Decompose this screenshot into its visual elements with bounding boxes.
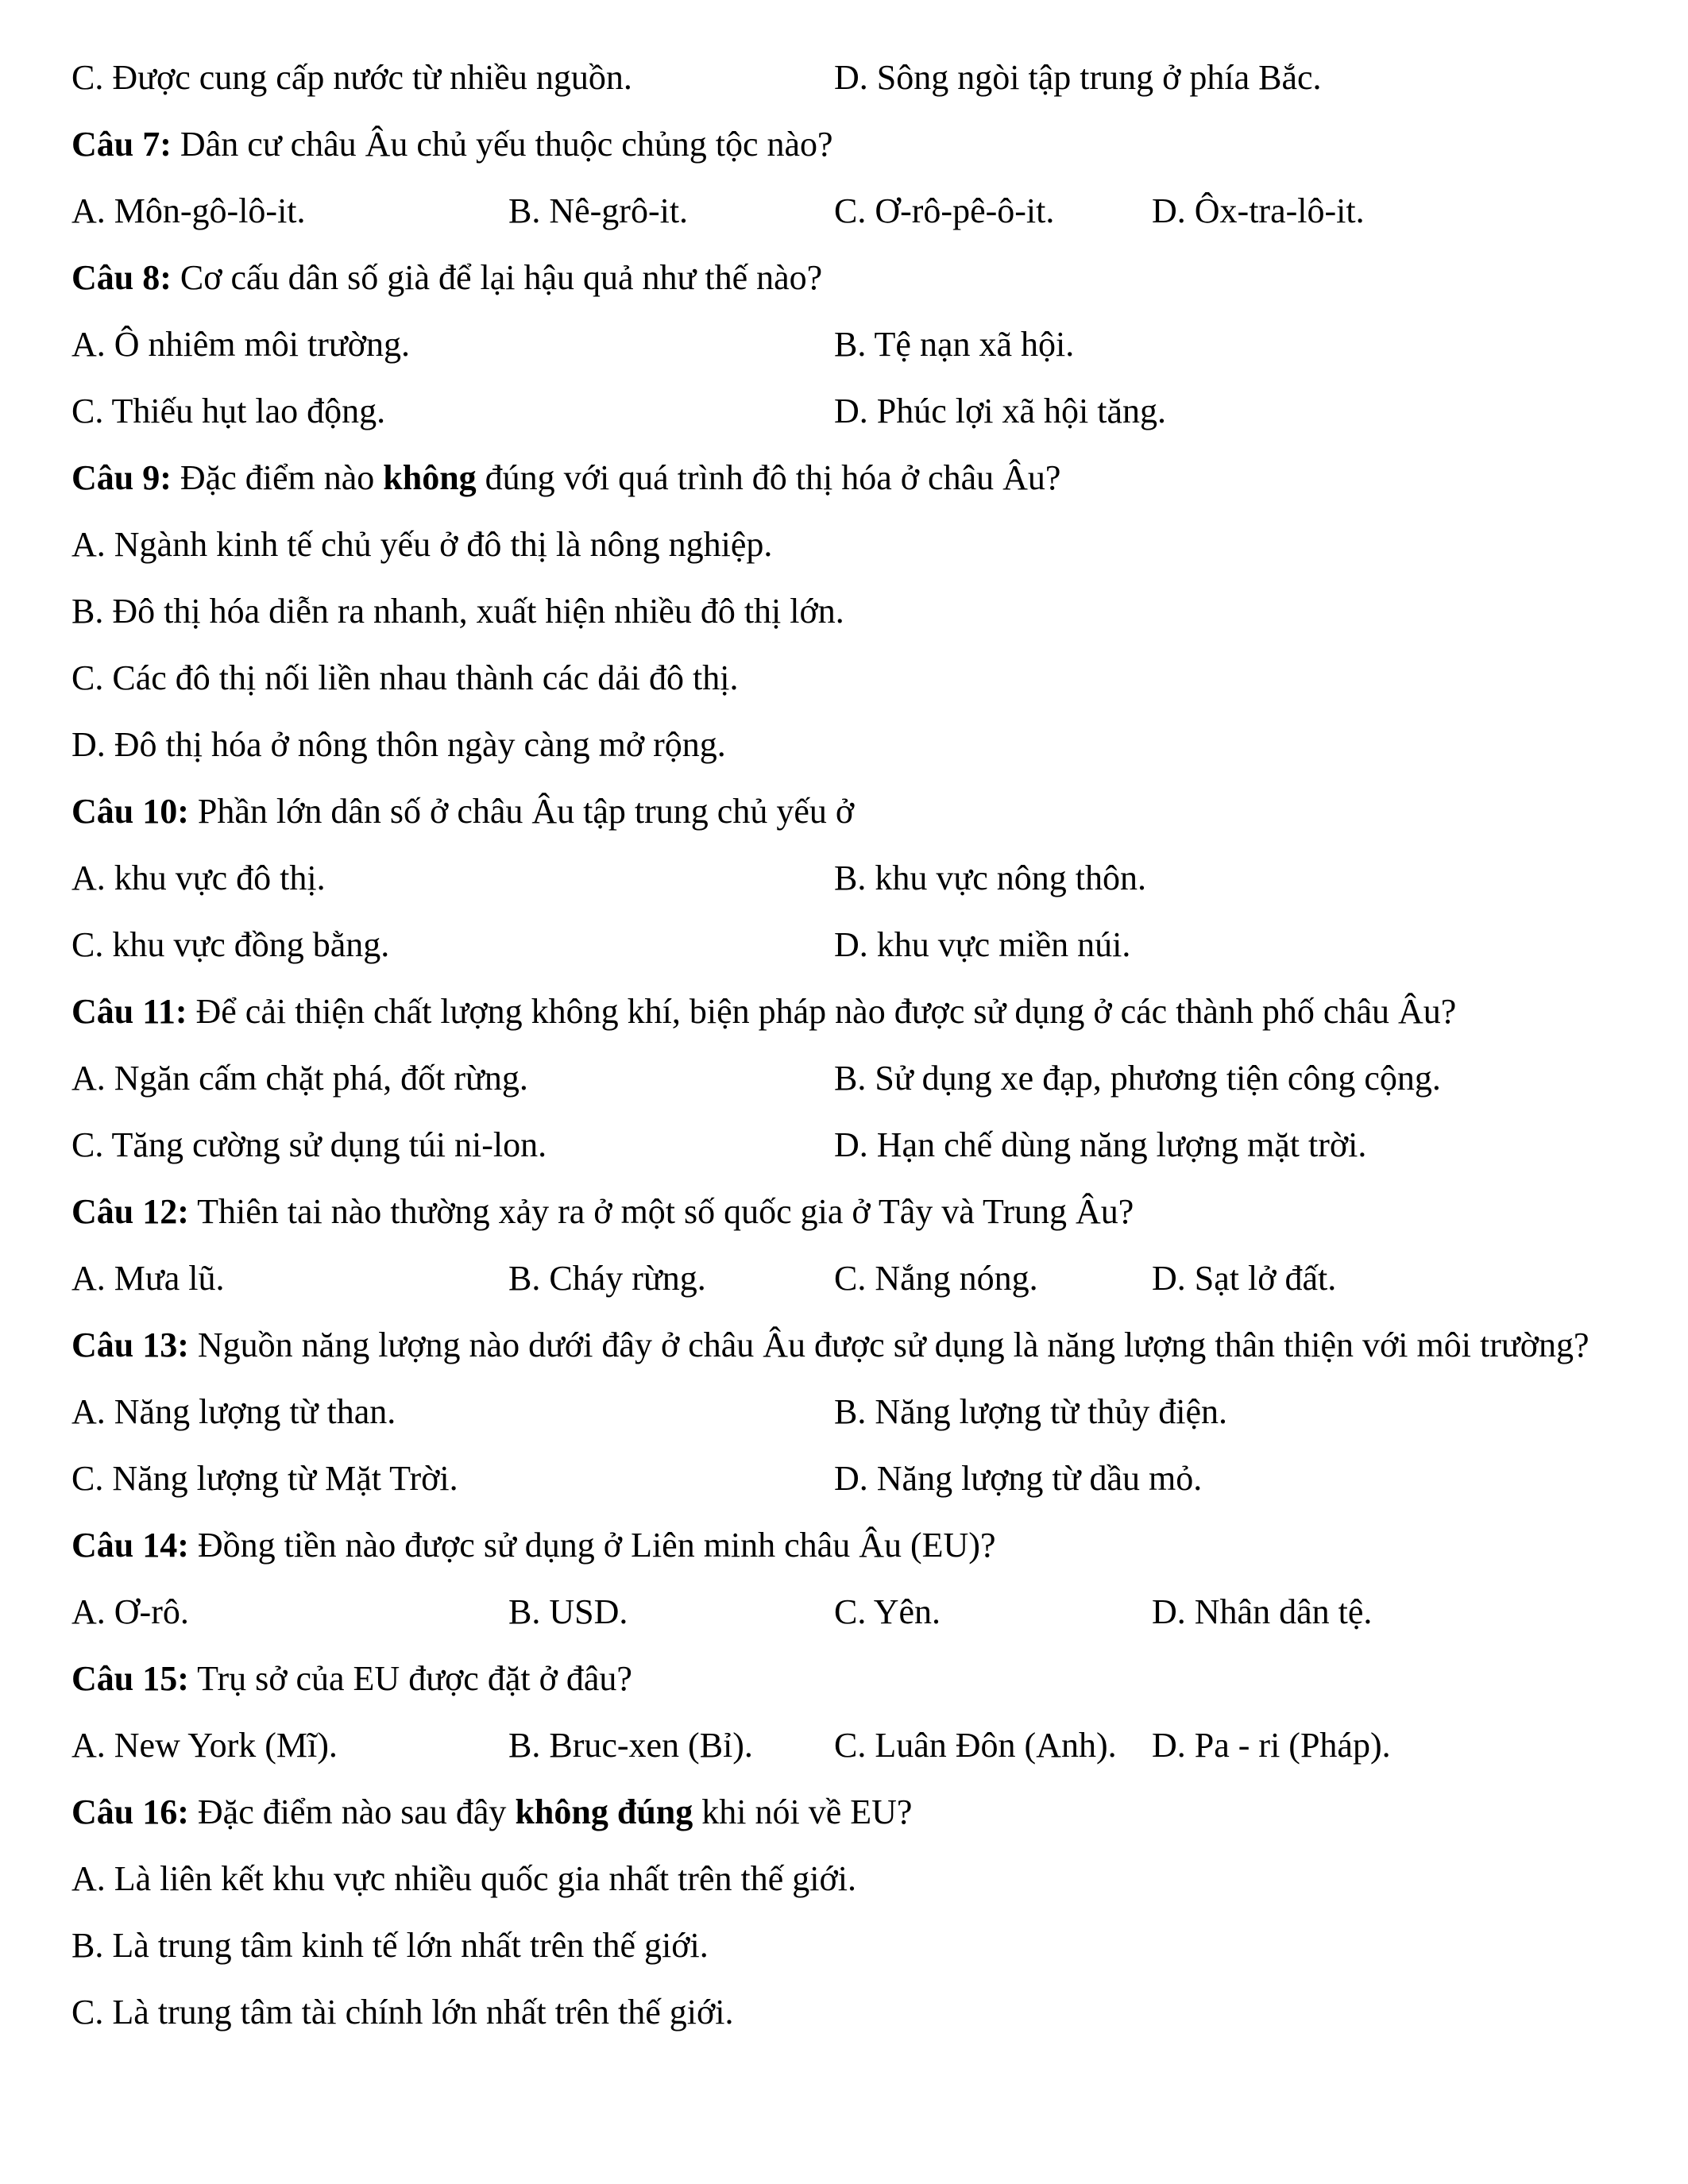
question-10-options-cd <box>71 912 1620 978</box>
option-item: C. Nắng nóng. <box>834 1259 1038 1298</box>
option-item: A. Ô nhiêm môi trường. <box>71 325 410 364</box>
question-body: Đồng tiền nào được sử dụng ở Liên minh châu Âu (EU)? <box>188 1526 996 1565</box>
question-body: đúng với quá trình đô thị hóa ở châu Âu? <box>476 458 1061 497</box>
option-item: A. Năng lượng từ than. <box>71 1392 396 1431</box>
question-label: Câu 9: <box>71 458 172 497</box>
option-item: C. Tăng cường sử dụng túi ni-lon. <box>71 1125 547 1164</box>
question-label: Câu 10: <box>71 792 189 831</box>
question-14 <box>71 1512 1620 1579</box>
option-item: A. Ngăn cấm chặt phá, đốt rừng. <box>71 1059 528 1098</box>
question-8 <box>71 245 1620 311</box>
question-body: Phần lớn dân số ở châu Âu tập trung chủ yếu ở <box>188 792 855 831</box>
question-label: Câu 14: <box>71 1526 189 1565</box>
question-13 <box>71 1312 1620 1379</box>
question-label: Câu 7: <box>71 125 172 164</box>
question-8-options-ab <box>71 311 1620 378</box>
option-item: D. Đô thị hóa ở nông thôn ngày càng mở rộng. <box>71 725 726 764</box>
question-16-options <box>71 1846 1620 2046</box>
question-body: Dân cư châu Âu chủ yếu thuộc chủng tộc nào? <box>171 125 833 164</box>
question-body: Thiên tai nào thường xảy ra ở một số quốc gia ở Tây và Trung Âu? <box>188 1192 1134 1231</box>
question-10 <box>71 778 1620 845</box>
option-item: C. Ơ-rô-pê-ô-it. <box>834 191 1055 230</box>
option-item: D. Sạt lở đất. <box>1152 1259 1337 1298</box>
question-15-options <box>71 1712 1620 1779</box>
question-body: Đặc điểm nào sau đây <box>188 1792 516 1831</box>
option-item: B. khu vực nông thôn. <box>834 859 1146 897</box>
option-item: D. Pa - ri (Pháp). <box>1152 1726 1391 1765</box>
option-item: A. Môn-gô-lô-it. <box>71 191 306 230</box>
option-item: D. Năng lượng từ dầu mỏ. <box>834 1459 1203 1498</box>
question-13-options-ab <box>71 1379 1620 1445</box>
question-label: không đúng <box>515 1792 693 1831</box>
question-label: không <box>383 458 477 497</box>
option-item: B. Sử dụng xe đạp, phương tiện công cộng. <box>834 1059 1441 1098</box>
question-body: khi nói về EU? <box>693 1792 913 1831</box>
option-item: D. Hạn chế dùng năng lượng mặt trời. <box>834 1125 1367 1164</box>
option-item: B. Là trung tâm kinh tế lớn nhất trên thế giới. <box>71 1926 709 1965</box>
quiz-content <box>71 44 1620 2046</box>
question-label: Câu 11: <box>71 992 187 1031</box>
option-item: A. Mưa lũ. <box>71 1259 225 1298</box>
question-body: Đặc điểm nào <box>171 458 384 497</box>
option-item: A. Là liên kết khu vực nhiều quốc gia nhất trên thế giới. <box>71 1859 856 1898</box>
option-item: D. khu vực miền núi. <box>834 925 1131 964</box>
question-14-options <box>71 1579 1620 1646</box>
question-9 <box>71 445 1620 511</box>
option-item: D. Nhân dân tệ. <box>1152 1592 1373 1631</box>
option-item: A. Ngành kinh tế chủ yếu ở đô thị là nông nghiệp. <box>71 525 773 564</box>
question-7 <box>71 111 1620 178</box>
question-16 <box>71 1779 1620 1846</box>
question-12 <box>71 1179 1620 1245</box>
question-body: Để cải thiện chất lượng không khí, biện pháp nào được sử dụng ở các thành phố châu Âu? <box>187 992 1457 1031</box>
question-11-options-ab <box>71 1045 1620 1112</box>
question-13-options-cd <box>71 1445 1620 1512</box>
option-item: C. Thiếu hụt lao động. <box>71 392 386 430</box>
option-item: D. Ôx-tra-lô-it. <box>1152 191 1365 230</box>
option-item: B. Đô thị hóa diễn ra nhanh, xuất hiện nhiều đô thị lớn. <box>71 592 844 631</box>
option-item: C. Được cung cấp nước từ nhiều nguồn. <box>71 58 632 97</box>
option-item: B. USD. <box>508 1592 628 1631</box>
option-item: C. Là trung tâm tài chính lớn nhất trên thế giới. <box>71 1993 734 2032</box>
question-7-options <box>71 178 1620 245</box>
question-10-options-ab <box>71 845 1620 912</box>
option-item: C. Các đô thị nối liền nhau thành các dải đô thị. <box>71 658 739 697</box>
option-item: B. Nê-grô-it. <box>508 191 689 230</box>
question-label: Câu 16: <box>71 1792 189 1831</box>
question-15 <box>71 1646 1620 1712</box>
question-label: Câu 12: <box>71 1192 189 1231</box>
option-item: C. Yên. <box>834 1592 941 1631</box>
option-item: A. Ơ-rô. <box>71 1592 189 1631</box>
question-6-options-cd <box>71 44 1620 111</box>
option-item: C. Luân Đôn (Anh). <box>834 1726 1117 1765</box>
question-label: Câu 13: <box>71 1325 189 1364</box>
question-label: Câu 15: <box>71 1659 189 1698</box>
option-item: C. Năng lượng từ Mặt Trời. <box>71 1459 458 1498</box>
question-12-options <box>71 1245 1620 1312</box>
option-item: A. New York (Mĩ). <box>71 1726 338 1765</box>
option-item: C. khu vực đồng bằng. <box>71 925 390 964</box>
option-item: B. Cháy rừng. <box>508 1259 706 1298</box>
option-item: B. Bruc-xen (Bỉ). <box>508 1726 753 1765</box>
question-body: Trụ sở của EU được đặt ở đâu? <box>188 1659 632 1698</box>
option-item: D. Phúc lợi xã hội tăng. <box>834 392 1166 430</box>
option-item: B. Tệ nạn xã hội. <box>834 325 1075 364</box>
question-11-options-cd <box>71 1112 1620 1179</box>
question-8-options-cd <box>71 378 1620 445</box>
option-item: B. Năng lượng từ thủy điện. <box>834 1392 1228 1431</box>
question-label: Câu 8: <box>71 258 172 297</box>
question-body: Nguồn năng lượng nào dưới đây ở châu Âu được sử dụng là năng lượng thân thiện với môi trường? <box>188 1325 1590 1364</box>
option-item: A. khu vực đô thị. <box>71 859 326 897</box>
question-11 <box>71 978 1620 1045</box>
option-item: D. Sông ngòi tập trung ở phía Bắc. <box>834 58 1322 97</box>
question-9-options <box>71 511 1620 778</box>
question-body: Cơ cấu dân số già để lại hậu quả như thế nào? <box>171 258 823 297</box>
